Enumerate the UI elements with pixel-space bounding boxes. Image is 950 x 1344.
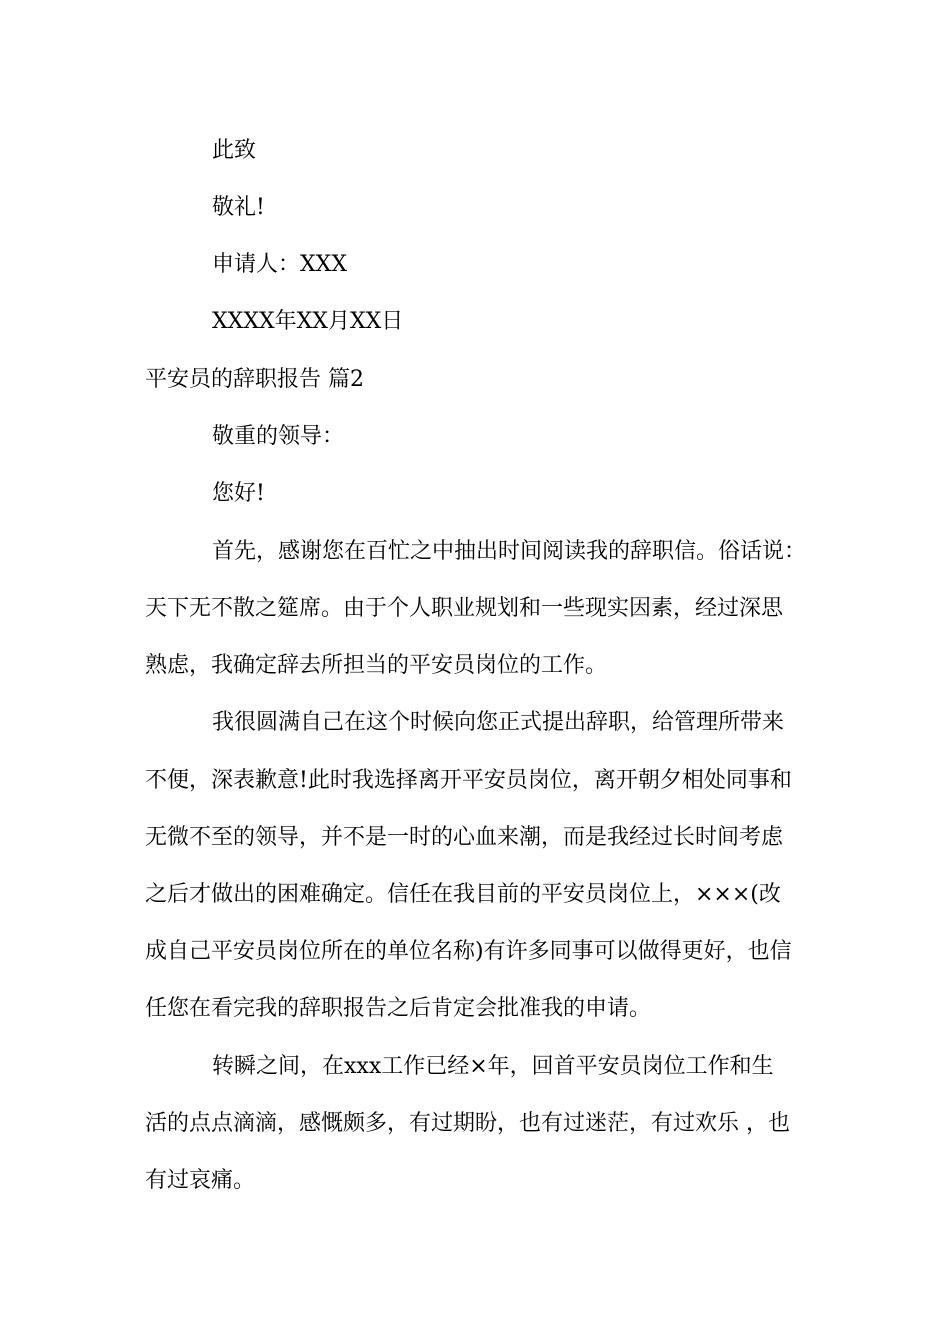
- greeting-hello: 您好!: [212, 481, 265, 506]
- paragraph-line: 之后才做出的困难确定。信任在我目前的平安员岗位上，×××(改: [145, 882, 781, 907]
- paragraph-line: 不便，深表歉意!此时我选择离开平安员岗位，离开朝夕相处同事和: [145, 768, 792, 793]
- greeting-address: 敬重的领导：: [212, 424, 345, 449]
- applicant-line: 申请人：XXX: [212, 252, 347, 277]
- paragraph-line: 转瞬之间，在xxx工作已经×年，回首平安员岗位工作和生: [212, 1054, 774, 1079]
- paragraph-line: 我很圆满自己在这个时候向您正式提出辞职，给管理所带来: [212, 710, 785, 735]
- paragraph-line: 活的点点滴滴，感慨颇多，有过期盼，也有过迷茫，有过欢乐 ，也: [145, 1111, 790, 1136]
- date-line: XXXX年XX月XX日: [212, 309, 404, 334]
- paragraph-line: 天下无不散之筵席。由于个人职业规划和一些现实因素，经过深思: [145, 596, 784, 621]
- paragraph-line: 成自己平安员岗位所在的单位名称)有许多同事可以做得更好，也信: [145, 939, 792, 964]
- paragraph-line: 任您在看完我的辞职报告之后肯定会批准我的申请。: [145, 996, 652, 1021]
- paragraph-line: 熟虑，我确定辞去所担当的平安员岗位的工作。: [145, 653, 608, 678]
- paragraph-line: 无微不至的领导，并不是一时的心血来潮，而是我经过长时间考虑: [145, 825, 784, 850]
- closing-salutation: 此致: [212, 138, 257, 163]
- paragraph-line: 有过哀痛。: [145, 1168, 256, 1193]
- closing-regards: 敬礼!: [212, 195, 265, 220]
- section-title: 平安员的辞职报告 篇2: [145, 367, 364, 392]
- paragraph-line: 首先，感谢您在百忙之中抽出时间阅读我的辞职信。俗话说：: [212, 539, 807, 564]
